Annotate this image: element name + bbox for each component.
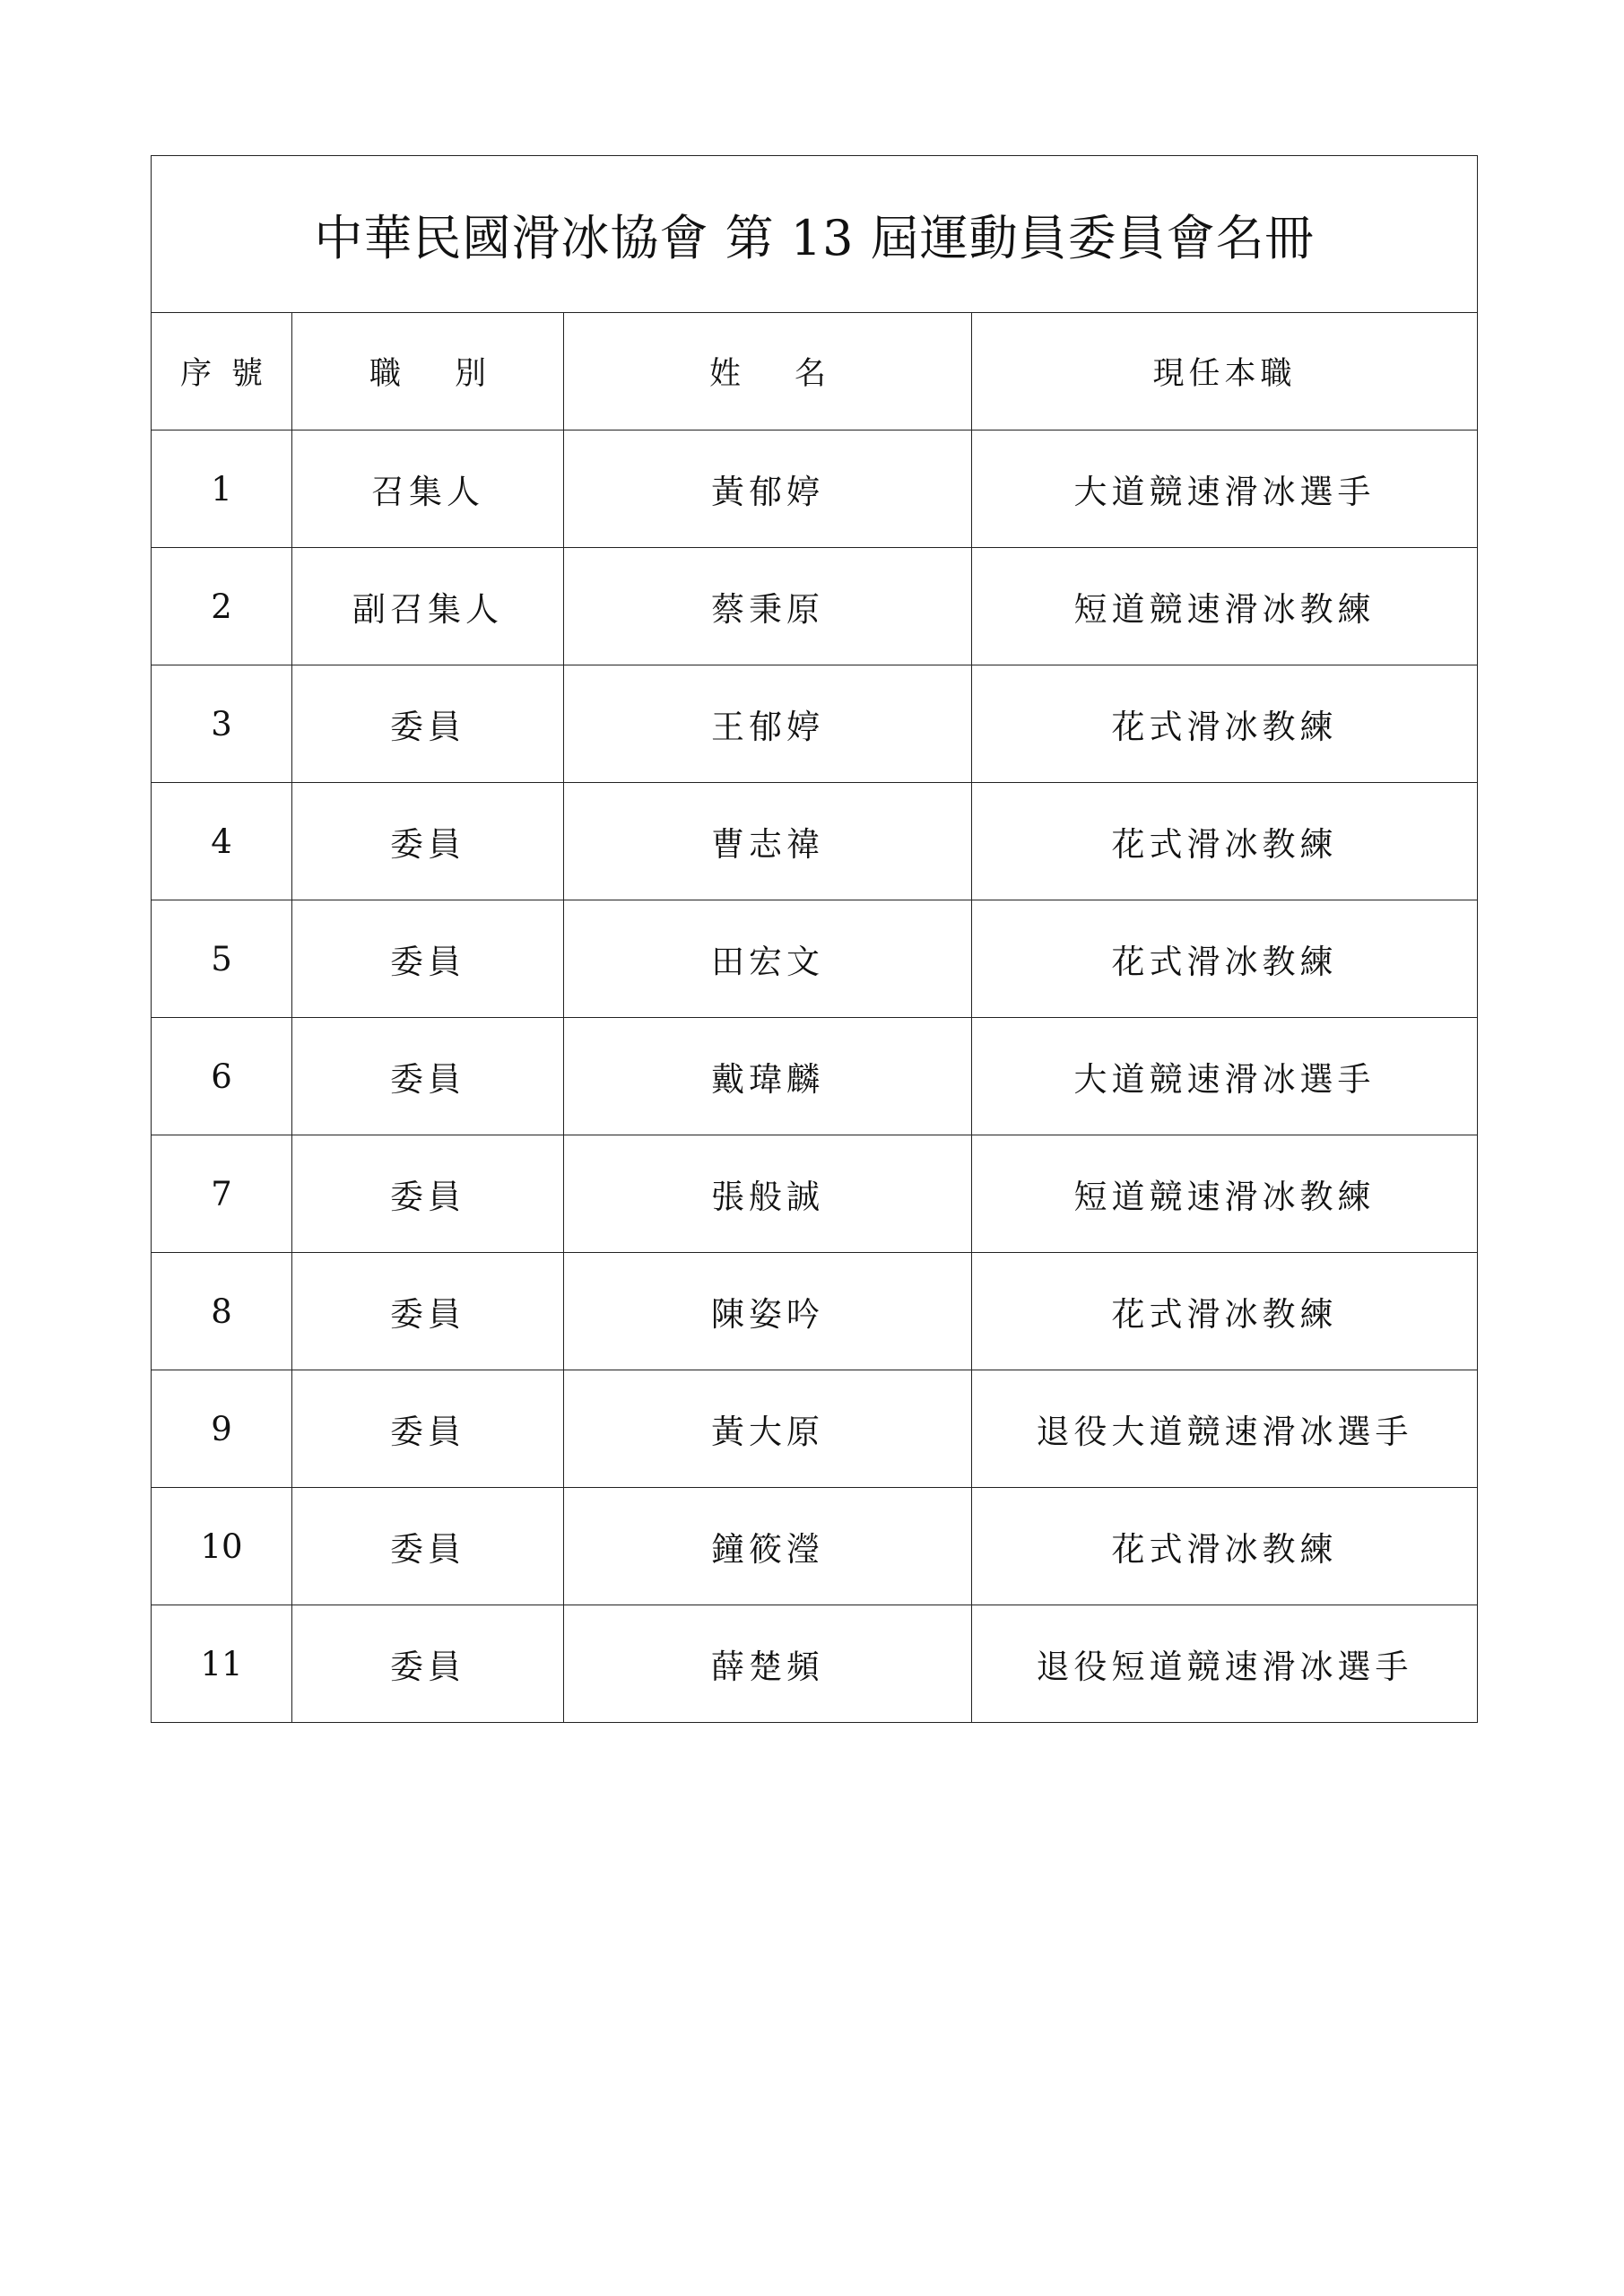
row-name: 薛楚頻 xyxy=(564,1605,972,1723)
header-row xyxy=(152,313,1478,430)
row-position: 短道競速滑冰教練 xyxy=(972,548,1478,665)
row-role: 委員 xyxy=(292,665,564,783)
header-role: 職別 xyxy=(292,313,564,430)
row-name: 張般誠 xyxy=(564,1135,972,1253)
row-name: 曹志禕 xyxy=(564,783,972,900)
table-row xyxy=(152,1605,1478,1723)
row-index: 8 xyxy=(152,1253,292,1370)
row-name: 黃大原 xyxy=(564,1370,972,1488)
table-row xyxy=(152,783,1478,900)
row-name: 黃郁婷 xyxy=(564,430,972,548)
row-role: 委員 xyxy=(292,1605,564,1723)
row-position: 花式滑冰教練 xyxy=(972,1488,1478,1605)
committee-roster-table xyxy=(151,155,1478,1723)
table-row xyxy=(152,1488,1478,1605)
row-position: 短道競速滑冰教練 xyxy=(972,1135,1478,1253)
table-row xyxy=(152,430,1478,548)
table-row xyxy=(152,900,1478,1018)
row-position: 大道競速滑冰選手 xyxy=(972,1018,1478,1135)
row-name: 戴瑋麟 xyxy=(564,1018,972,1135)
row-index: 2 xyxy=(152,548,292,665)
row-position: 花式滑冰教練 xyxy=(972,783,1478,900)
row-role: 副召集人 xyxy=(292,548,564,665)
row-role: 委員 xyxy=(292,1253,564,1370)
table-row xyxy=(152,548,1478,665)
row-role: 委員 xyxy=(292,900,564,1018)
row-role: 委員 xyxy=(292,1488,564,1605)
row-index: 9 xyxy=(152,1370,292,1488)
title-row xyxy=(152,156,1478,313)
row-index: 10 xyxy=(152,1488,292,1605)
table-row xyxy=(152,1370,1478,1488)
row-index: 1 xyxy=(152,430,292,548)
row-role: 召集人 xyxy=(292,430,564,548)
row-position: 花式滑冰教練 xyxy=(972,1253,1478,1370)
table-row xyxy=(152,665,1478,783)
row-position: 花式滑冰教練 xyxy=(972,900,1478,1018)
row-index: 11 xyxy=(152,1605,292,1723)
row-position: 大道競速滑冰選手 xyxy=(972,430,1478,548)
row-name: 鐘筱瀅 xyxy=(564,1488,972,1605)
table-row xyxy=(152,1018,1478,1135)
row-role: 委員 xyxy=(292,1135,564,1253)
row-name: 蔡秉原 xyxy=(564,548,972,665)
row-position: 花式滑冰教練 xyxy=(972,665,1478,783)
row-index: 5 xyxy=(152,900,292,1018)
row-name: 田宏文 xyxy=(564,900,972,1018)
header-index: 序號 xyxy=(152,313,292,430)
row-role: 委員 xyxy=(292,1370,564,1488)
header-name: 姓名 xyxy=(564,313,972,430)
header-position: 現任本職 xyxy=(972,313,1478,430)
table-row xyxy=(152,1135,1478,1253)
row-index: 4 xyxy=(152,783,292,900)
row-role: 委員 xyxy=(292,783,564,900)
document-title: 中華民國滑冰協會 第 13 屆運動員委員會名冊 xyxy=(152,156,1478,313)
row-position: 退役大道競速滑冰選手 xyxy=(972,1370,1478,1488)
row-index: 7 xyxy=(152,1135,292,1253)
row-position: 退役短道競速滑冰選手 xyxy=(972,1605,1478,1723)
row-index: 6 xyxy=(152,1018,292,1135)
row-name: 王郁婷 xyxy=(564,665,972,783)
table-row xyxy=(152,1253,1478,1370)
row-role: 委員 xyxy=(292,1018,564,1135)
row-index: 3 xyxy=(152,665,292,783)
row-name: 陳姿吟 xyxy=(564,1253,972,1370)
